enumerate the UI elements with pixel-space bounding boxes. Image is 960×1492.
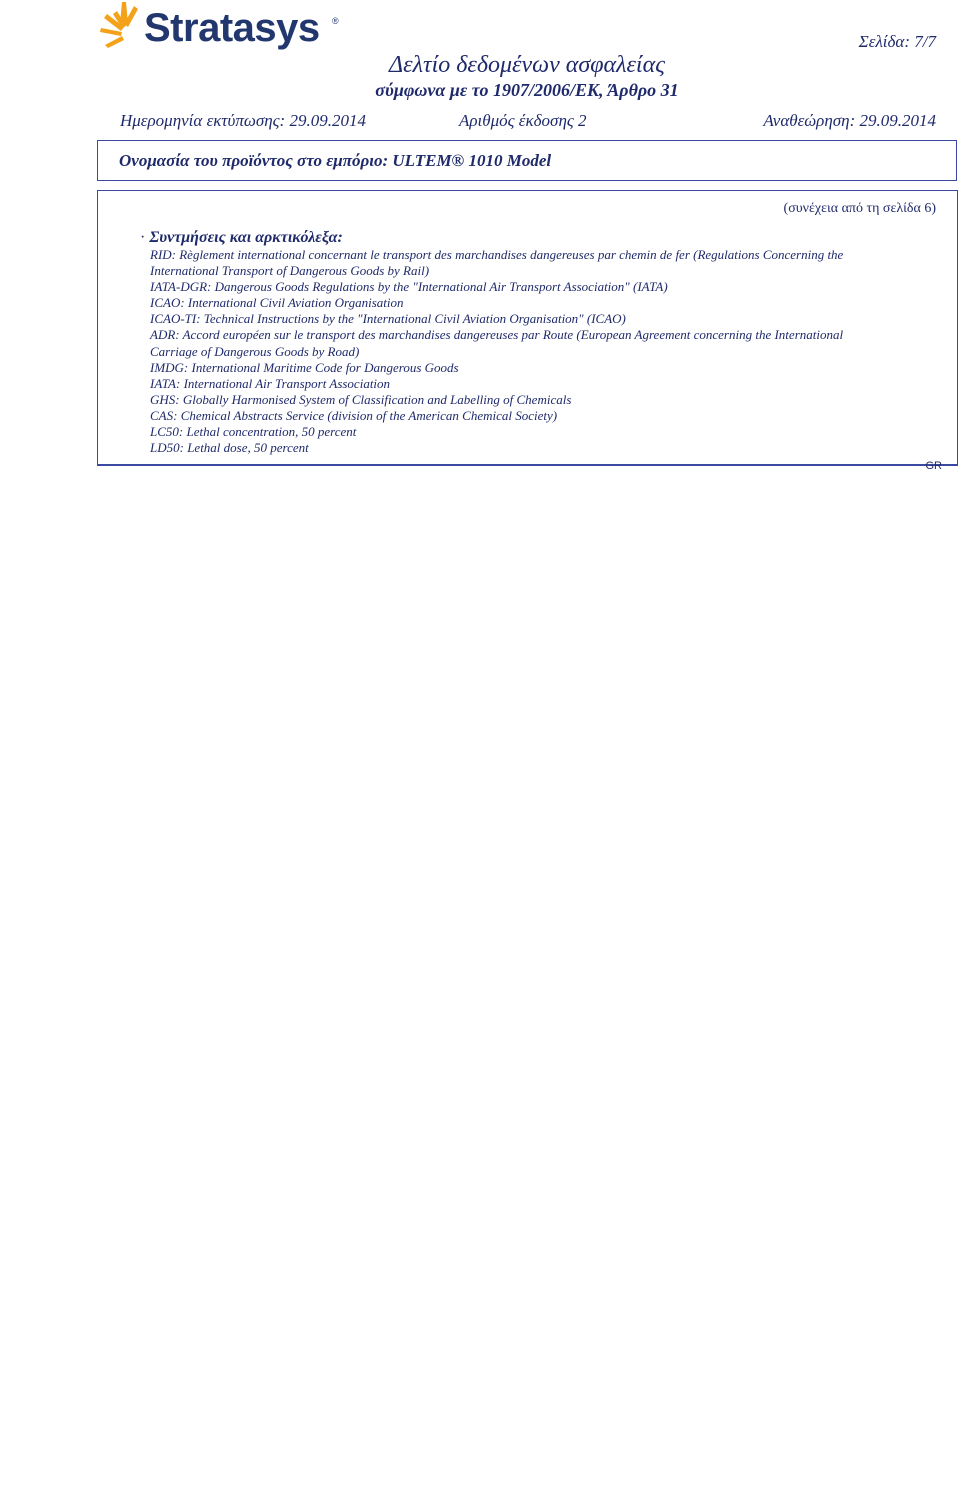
section-heading <box>140 229 343 247</box>
list-item: ICAO-TI: Technical Instructions by the "International Civil Aviation Organisation" (ICAO) <box>150 311 626 327</box>
list-item: RID: Règlement international concernant le transport des marchandises dangereuses par chemin de fer (Regulations Concerning the <box>150 247 844 262</box>
list-item: ICAO: International Civil Aviation Organisation <box>150 295 404 311</box>
stratasys-logo <box>98 0 348 58</box>
bullet-dot: · <box>140 229 146 246</box>
list-item: Carriage of Dangerous Goods by Road) <box>150 343 360 359</box>
list-item: CAS: Chemical Abstracts Service (division of the American Chemical Society) <box>150 407 558 423</box>
section-heading-text: Συντμήσεις και αρκτικόλεξα: <box>149 229 343 246</box>
language-code: GR <box>925 460 942 472</box>
list-item: International Transport of Dangerous Goods by Rail) <box>150 263 430 279</box>
list-item: IMDG: International Maritime Code for Dangerous Goods <box>150 359 459 375</box>
revision-date: Αναθεώρηση: 29.09.2014 <box>763 111 936 130</box>
product-name: Ονομασία του προϊόντος στο εμπόριο: ULTEM® 1010 Model <box>119 151 552 170</box>
list-item: LD50: Lethal dose, 50 percent <box>150 440 309 456</box>
list-item: IATA-DGR: Dangerous Goods Regulations by the "International Air Transport Association" (IATA) <box>150 279 668 295</box>
product-name-box <box>97 140 957 181</box>
registered-mark: ® <box>332 16 339 26</box>
document-title: Δελτίο δεδομένων ασφαλείας <box>389 52 665 78</box>
abbreviation-list <box>150 247 940 456</box>
logo-burst-icon <box>98 0 148 58</box>
list-item: ADR: Accord européen sur le transport des marchandises dangereuses par Route (European Agreement concerning the International <box>150 327 844 343</box>
page-number: Σελίδα: 7/7 <box>858 32 936 51</box>
document-subtitle: σύμφωνα με το 1907/2006/ΕΚ, Άρθρο 31 <box>375 80 679 100</box>
logo-text: Stratasys <box>144 6 320 50</box>
version-number: Αριθμός έκδοσης 2 <box>459 111 587 130</box>
list-item: IATA: International Air Transport Association <box>150 375 391 391</box>
list-item: GHS: Globally Harmonised System of Classification and Labelling of Chemicals <box>150 391 572 407</box>
continued-from-note: (συνέχεια από τη σελίδα 6) <box>783 201 936 216</box>
list-item: LC50: Lethal concentration, 50 percent <box>150 424 357 440</box>
print-date: Ημερομηνία εκτύπωσης: 29.09.2014 <box>120 111 366 130</box>
